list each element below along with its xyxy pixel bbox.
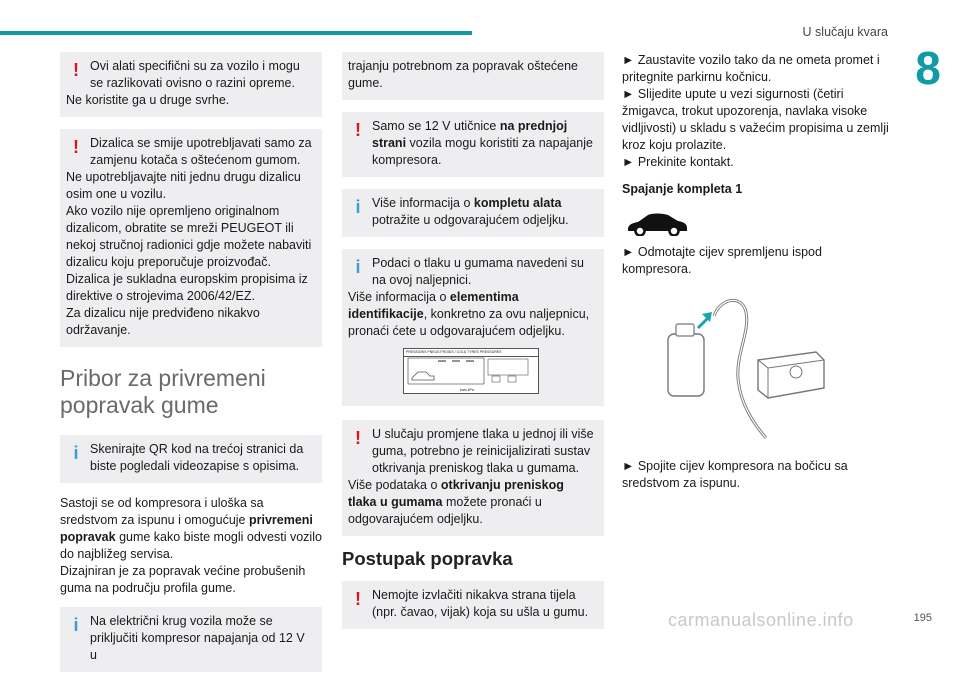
column-left — [60, 52, 322, 684]
warning-text: Za dizalicu nije predviđeno nikakvo održavanje. — [66, 306, 260, 337]
label-diagram-icon — [404, 355, 536, 391]
body-text: Sastoji se od kompresora i uloška sa sredstvom za ispunu i omogućuje privremeni popravak gume kako biste mogli odvesti vozilo do najbližeg servisa. — [60, 496, 322, 561]
warning-text: Ne upotrebljavajte niti jednu drugu dizalicu osim one u vozilu. — [66, 170, 301, 201]
info-text: Skenirajte QR kod na trećoj stranici da biste pogledali videozapise s opisima. — [90, 442, 304, 473]
warning-text: Više podataka o otkrivanju preniskog tlaka u gumama možete pronaći u odgovarajućem odjeljku. — [348, 478, 564, 526]
warning-text: Samo se 12 V utičnice na prednjoj strani vozila mogu koristiti za napajanje kompresora. — [372, 119, 593, 167]
instruction-step: ► Zaustavite vozilo tako da ne ometa promet i pritegnite parkirnu kočnicu. — [622, 53, 880, 84]
exclamation-icon: ! — [73, 137, 79, 157]
info-icon: i — [73, 615, 79, 635]
instruction-step: ► Odmotajte cijev spremljenu ispod kompresora. — [622, 245, 822, 276]
warning-text: Nemojte izvlačiti nikakva strana tijela (npr. čavao, vijak) koja su ušla u gumu. — [372, 588, 589, 619]
warning-text: Ovi alati specifični su za vozilo i mogu se razlikovati ovisno o razini opreme. — [90, 59, 300, 90]
column-middle — [342, 52, 604, 641]
chapter-number: 8 — [915, 42, 941, 94]
instruction-step: ► Prekinite kontakt. — [622, 155, 734, 169]
body-text: Dizajniran je za popravak većine probušenih guma na području profila gume. — [60, 564, 306, 595]
info-text: trajanju potrebnom za popravak oštećene gume. — [348, 59, 579, 90]
warning-text: U slučaju promjene tlaka u jednoj ili više guma, potrebno je reinicijalizirati sustav otkrivanja preniskog tlaka u gumama. — [372, 427, 594, 475]
subheading: Spajanje kompleta 1 — [622, 182, 743, 196]
info-icon: i — [73, 443, 79, 463]
compressor-kit-illustration — [650, 288, 830, 448]
info-box-qr — [60, 435, 322, 483]
warning-box-reinit — [342, 420, 604, 536]
instruction-step: ► Slijedite upute u vezi sigurnosti (četiri žmigavca, trokut upozorenja, navlaka visoke vidljivosti) u skladu s važećim propisima u zemlji kroz koju prolazite. — [622, 87, 889, 152]
column-right — [622, 52, 890, 492]
warning-box-jack — [60, 129, 322, 347]
label-units: bars kPa — [460, 388, 474, 392]
exclamation-icon: ! — [73, 60, 79, 80]
section-title: Postupak popravka — [342, 548, 513, 569]
section-title: Pribor za privremeni popravak gume — [60, 365, 266, 418]
instruction-step: ► Spojite cijev kompresora na bočicu sa sredstvom za ispunu. — [622, 459, 848, 490]
info-text: Više informacija o elementima identifikacije, konkretno za ovu naljepnicu, pronaći ćete u odgovarajućem odjeljku. — [348, 290, 590, 338]
info-icon: i — [355, 257, 361, 277]
watermark: carmanualsonline.info — [668, 610, 854, 630]
exclamation-icon: ! — [355, 589, 361, 609]
chapter-title: U slučaju kvara — [802, 25, 888, 39]
tyre-pressure-label-image — [403, 348, 539, 394]
warning-box-socket — [342, 112, 604, 177]
info-box-toolkit — [342, 189, 604, 237]
info-text: Podaci o tlaku u gumama navedeni su na ovoj naljepnici. — [372, 256, 584, 287]
exclamation-icon: ! — [355, 428, 361, 448]
info-icon: i — [355, 197, 361, 217]
warning-text: Ako vozilo nije opremljeno originalnom dizalicom, obratite se mreži PEUGEOT ili nekoj stručnoj radionici gdje možete nabaviti dizalicu koju preporučuje proizvođač. — [66, 204, 312, 269]
header-accent-bar — [0, 31, 472, 35]
warning-text: Dizalica je sukladna europskim propisima iz direktive o strojevima 2006/42/EZ. — [66, 272, 308, 303]
label-heading: PRESSIONS PNEUS FROIDS / COLD TYRES PRESSURES — [404, 349, 538, 357]
warning-text: Ne koristite ga u druge svrhe. — [66, 93, 230, 107]
continued-box — [342, 52, 604, 100]
info-text: Na električni krug vozila može se priključiti kompresor napajanja od 12 V u — [90, 614, 305, 662]
warning-box-tools — [60, 52, 322, 117]
page-number: 195 — [913, 612, 932, 624]
warning-text: Dizalica se smije upotrebljavati samo za zamjenu kotača s oštećenom gumom. — [90, 136, 312, 167]
warning-box-foreign-objects — [342, 581, 604, 629]
info-text: Više informacija o kompletu alata potražite u odgovarajućem odjeljku. — [372, 196, 569, 227]
exclamation-icon: ! — [355, 120, 361, 140]
info-box-pressure-label — [342, 249, 604, 406]
car-icon — [626, 210, 686, 236]
